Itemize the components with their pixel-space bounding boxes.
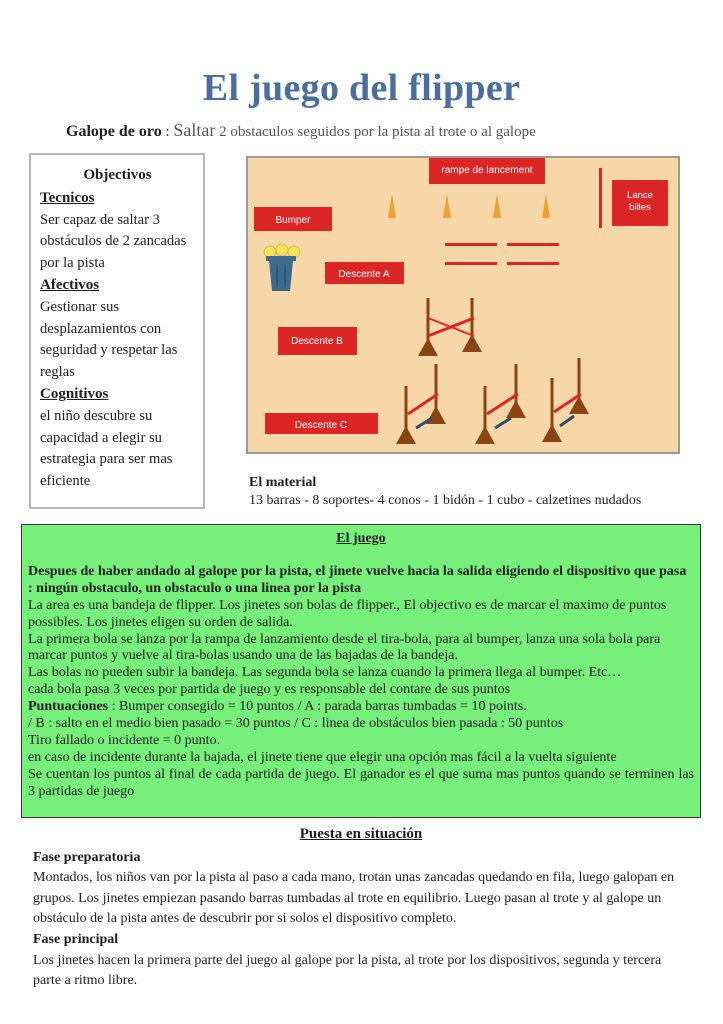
- cone-icon: [493, 194, 501, 218]
- material-text: 13 barras - 8 soportes- 4 conos - 1 bidón - 1 cubo - calzetines nudados: [249, 493, 642, 508]
- material-heading: El material: [249, 475, 317, 490]
- subtitle-rest: 2 obstaculos seguidos por la pista al trote o al galope: [215, 124, 536, 140]
- descente-b-label: Descente B: [291, 336, 343, 347]
- launcher-bar: [599, 168, 602, 228]
- flipper-diagram: [246, 156, 680, 454]
- descente-c-label: Descente C: [294, 420, 348, 431]
- cone-icon: [388, 194, 396, 218]
- page-title: El juego del flipper: [202, 67, 521, 109]
- cone-icon: [542, 194, 550, 218]
- bin-icon: [264, 244, 300, 291]
- ground-poles: [445, 243, 559, 265]
- points-label: Puntuaciones: [28, 699, 109, 715]
- game-intro: Despues de haber andado al galope por la pista, el jinete vuelve hacia la salida eligiendo el dispositivo que pasa : ningún obstaculo, un obstaculo o una linea por la pista: [28, 563, 687, 596]
- game-paragraph: en caso de incidente durante la bajada, el jinete tiene que elegir una opción mas fácil a la vuelta siguiente: [28, 749, 617, 765]
- puesta-title: Puesta en situación: [299, 826, 423, 842]
- phase1-text: Montados, los niños van por la pista al paso a cada mano, trotan unas zancadas quedando en fila, luego galopan en grupos. Los jinetes empiezan pasando barras tumbadas al trote en equilibrio. Luego pasan al trote y al galope un obstáculo de la pista antes de descubrir por si solos el dispositivo completo.: [33, 870, 675, 927]
- phase2-label: Fase principal: [33, 931, 119, 947]
- objective-text-tecnicos: Ser capaz de saltar 3 obstáculos de 2 zancadas por la pista: [40, 211, 187, 272]
- subtitle-sep: :: [161, 124, 174, 140]
- bumper-label: Bumper: [275, 215, 311, 226]
- jump-line: [396, 358, 589, 444]
- cross-jump: [418, 298, 482, 356]
- points-text: : Bumper consegido = 10 puntos / A : parada barras tumbadas = 10 points.: [108, 699, 527, 715]
- descente-a-label: Descente A: [338, 269, 390, 280]
- objective-label-cognitivos: Cognitivos: [40, 385, 109, 402]
- puesta-section: [33, 824, 689, 992]
- lance-billes-box: [612, 180, 668, 226]
- game-paragraph: Las bolas no pueden subir la bandeja. Las segunda bola se lanza cuando la primera llega al bumper. Etc…: [28, 665, 622, 681]
- cone-icon: [443, 194, 451, 218]
- game-paragraph: Tiro fallado o incidente = 0 punto.: [28, 732, 221, 748]
- objective-text-cognitivos: el niño descubre su capacidad a elegir su estrategia para ser mas eficiente: [40, 407, 173, 490]
- descente-b-box: [278, 327, 357, 355]
- game-paragraph: La primera bola se lanza por la rampa de lanzamiento desde el tira-bola, para al bumper, lanza una sola bola para marcar puntos y vuelve al tira-bolas usando una de las bajadas de la bandeja.: [28, 631, 661, 664]
- rampe-label: rampe de lancement: [441, 165, 533, 176]
- game-box: [21, 524, 701, 818]
- phase1-label: Fase preparatoria: [33, 849, 141, 865]
- game-paragraph: La area es una bandeja de flipper. Los jinetes son bolas de flipper., El objectivo es de marcar el maximo de puntos possibles. Los jinetes eligen su orden de salida.: [28, 597, 667, 630]
- objective-label-tecnicos: Tecnicos: [40, 189, 95, 206]
- rampe-label-box: [429, 158, 545, 184]
- bumper-box: [254, 207, 332, 231]
- game-paragraph: cada bola pasa 3 veces por partida de juego y es responsable del contare de sus puntos: [28, 682, 511, 698]
- material-section: [249, 474, 641, 510]
- objective-label-afectivos: Afectivos: [40, 276, 100, 293]
- phase2-text: Los jinetes hacen la primera parte del juego al galope por la pista, al trote por los dispositivos, segunda y tercera parte a ritmo libre.: [33, 952, 662, 989]
- game-points: [28, 699, 694, 716]
- lance-label-1: Lance: [627, 190, 653, 201]
- lance-label-2: billes: [629, 202, 651, 213]
- descente-a-box: [325, 262, 404, 284]
- objectives-box: [29, 153, 205, 509]
- objective-text-afectivos: Gestionar sus desplazamientos con seguridad y respetar las reglas: [40, 298, 178, 381]
- subtitle-bold: Galope de oro: [66, 123, 162, 140]
- game-title: El juego: [336, 531, 386, 546]
- subtitle: [66, 120, 536, 141]
- game-paragraph: / B : salto en el medio bien pasado = 30 puntos / C : linea de obstáculos bien pasada : 50 puntos: [28, 716, 564, 732]
- cones: [388, 194, 550, 218]
- objectives-heading: Objectivos: [83, 167, 152, 183]
- game-paragraph: Se cuentan los puntos al final de cada partida de juego. El ganador es el que suma mas puntos quando se terminen las 3 partidas de juego: [28, 766, 694, 799]
- subtitle-saltar: Saltar: [173, 120, 216, 140]
- descente-c-box: [265, 413, 378, 434]
